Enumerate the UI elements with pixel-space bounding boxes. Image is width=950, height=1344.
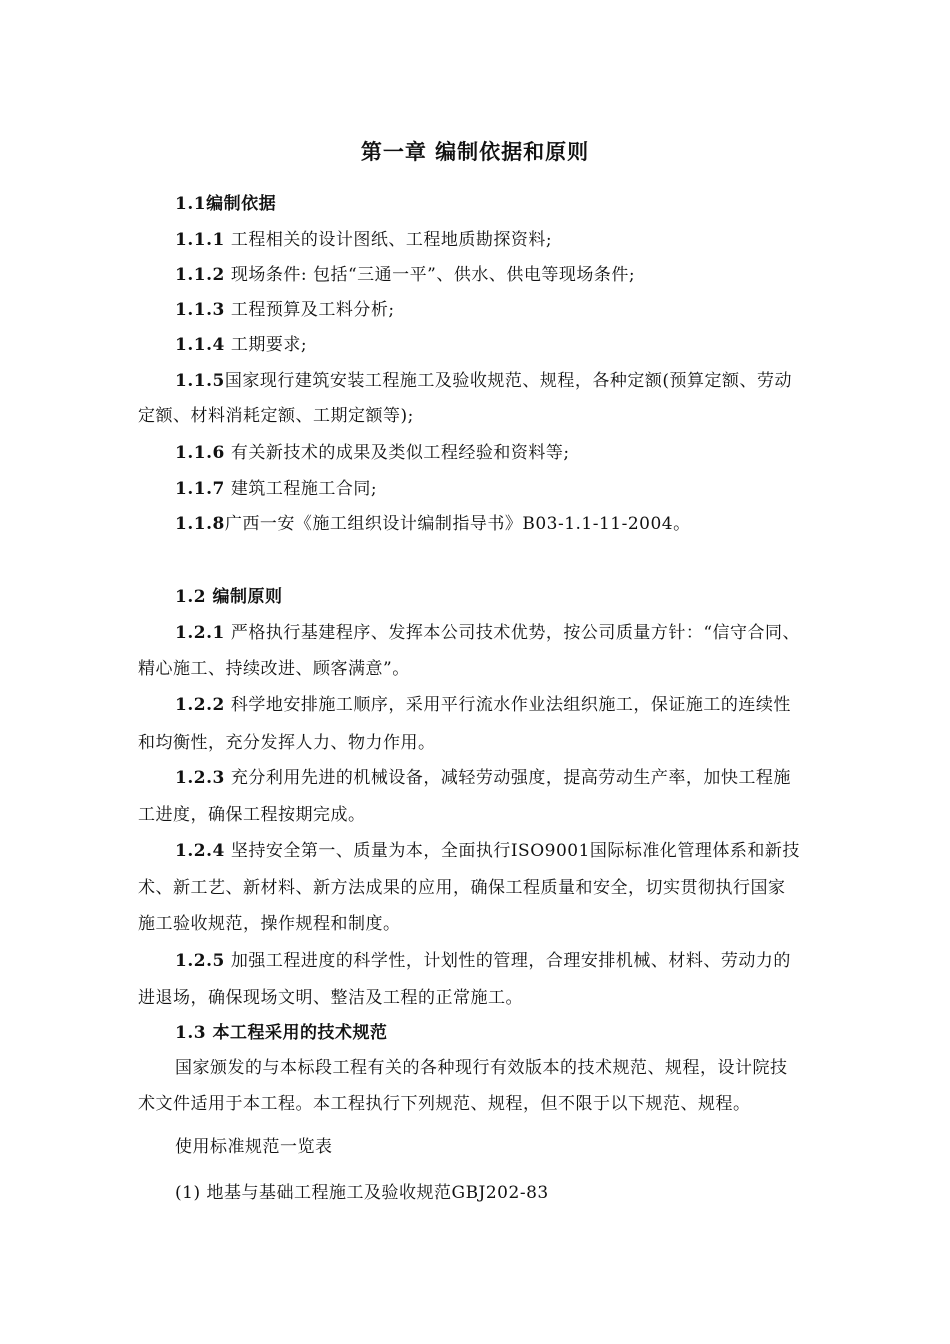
- item-1-2-4: [175, 838, 868, 864]
- item-1-1-5-continuation: 定额、材料消耗定额、工期定额等);: [138, 406, 414, 426]
- item-text: 科学地安排施工顺序，采用平行流水作业法组织施工，保证施工的连续性: [230, 695, 791, 715]
- item-number: 1.2.3: [175, 768, 225, 788]
- item-number: 1.1.1: [175, 230, 225, 250]
- item-1-2-1-continuation: 精心施工、持续改进、顾客满意”。: [138, 659, 410, 679]
- section-heading-1-2: 1.2 编制原则: [175, 587, 283, 607]
- item-1-2-5: [175, 948, 868, 974]
- item-text: 建筑工程施工合同;: [230, 479, 378, 499]
- item-1-1-7: [175, 476, 868, 502]
- standards-list-item-1: (1) 地基与基础工程施工及验收规范GBJ202-83: [175, 1183, 549, 1203]
- item-1-1-5: [175, 368, 868, 394]
- item-1-2-2-continuation: 和均衡性，充分发挥人力、物力作用。: [138, 733, 436, 753]
- section-heading-1-1: 1.1编制依据: [175, 194, 277, 214]
- item-text: 充分利用先进的机械设备，减轻劳动强度，提高劳动生产率，加快工程施: [230, 768, 791, 788]
- item-number: 1.2.2: [175, 695, 225, 715]
- item-number: 1.1.2: [175, 265, 225, 285]
- item-number: 1.1.8: [175, 514, 225, 534]
- item-text: 现场条件: 包括“三通一平”、供水、供电等现场条件;: [230, 265, 636, 285]
- item-1-1-6: [175, 440, 868, 466]
- section-1-3-paragraph-line-2: 术文件适用于本工程。本工程执行下列规范、规程，但不限于以下规范、规程。: [138, 1094, 751, 1114]
- item-number: 1.1.4: [175, 335, 225, 355]
- item-text: 加强工程进度的科学性，计划性的管理，合理安排机械、材料、劳动力的: [230, 951, 791, 971]
- item-text: 国家现行建筑安装工程施工及验收规范、规程，各种定额(预算定额、劳动: [224, 371, 792, 391]
- item-text: 工程相关的设计图纸、工程地质勘探资料;: [230, 230, 553, 250]
- item-number: 1.2.4: [175, 841, 225, 861]
- item-1-1-2: [175, 262, 868, 288]
- item-1-1-1: [175, 227, 868, 253]
- item-1-2-3-continuation: 工进度，确保工程按期完成。: [138, 805, 366, 825]
- item-1-2-3: [175, 765, 868, 791]
- item-1-1-4: [175, 332, 868, 358]
- item-1-2-2: [175, 692, 868, 718]
- item-text: 坚持安全第一、质量为本，全面执行ISO9001国际标准化管理体系和新技: [230, 841, 800, 861]
- item-text: 有关新技术的成果及类似工程经验和资料等;: [230, 443, 570, 463]
- item-number: 1.1.3: [175, 300, 225, 320]
- item-number: 1.1.6: [175, 443, 225, 463]
- item-number: 1.1.7: [175, 479, 225, 499]
- item-text: 工期要求;: [230, 335, 308, 355]
- standards-list-title: 使用标准规范一览表: [175, 1137, 333, 1157]
- item-1-2-4-continuation-1: 术、新工艺、新材料、新方法成果的应用，确保工程质量和安全，切实贯彻执行国家: [138, 878, 786, 898]
- item-text: 工程预算及工料分析;: [230, 300, 395, 320]
- item-1-1-3: [175, 297, 868, 323]
- item-1-2-4-continuation-2: 施工验收规范，操作规程和制度。: [138, 914, 401, 934]
- section-1-3-paragraph-line-1: 国家颁发的与本标段工程有关的各种现行有效版本的技术规范、规程，设计院技: [175, 1058, 788, 1078]
- item-1-1-8: [175, 511, 868, 537]
- item-text: 严格执行基建程序、发挥本公司技术优势，按公司质量方针：“信守合同、: [230, 623, 801, 643]
- item-1-2-5-continuation: 进退场，确保现场文明、整洁及工程的正常施工。: [138, 988, 523, 1008]
- chapter-title: 第一章 编制依据和原则: [360, 139, 590, 164]
- section-heading-1-3: 1.3 本工程采用的技术规范: [175, 1023, 388, 1043]
- item-1-2-1: [175, 620, 868, 646]
- item-text: 广西一安《施工组织设计编制指导书》B03-1.1-11-2004。: [224, 514, 691, 534]
- item-number: 1.1.5: [175, 371, 225, 391]
- item-number: 1.2.1: [175, 623, 225, 643]
- item-number: 1.2.5: [175, 951, 225, 971]
